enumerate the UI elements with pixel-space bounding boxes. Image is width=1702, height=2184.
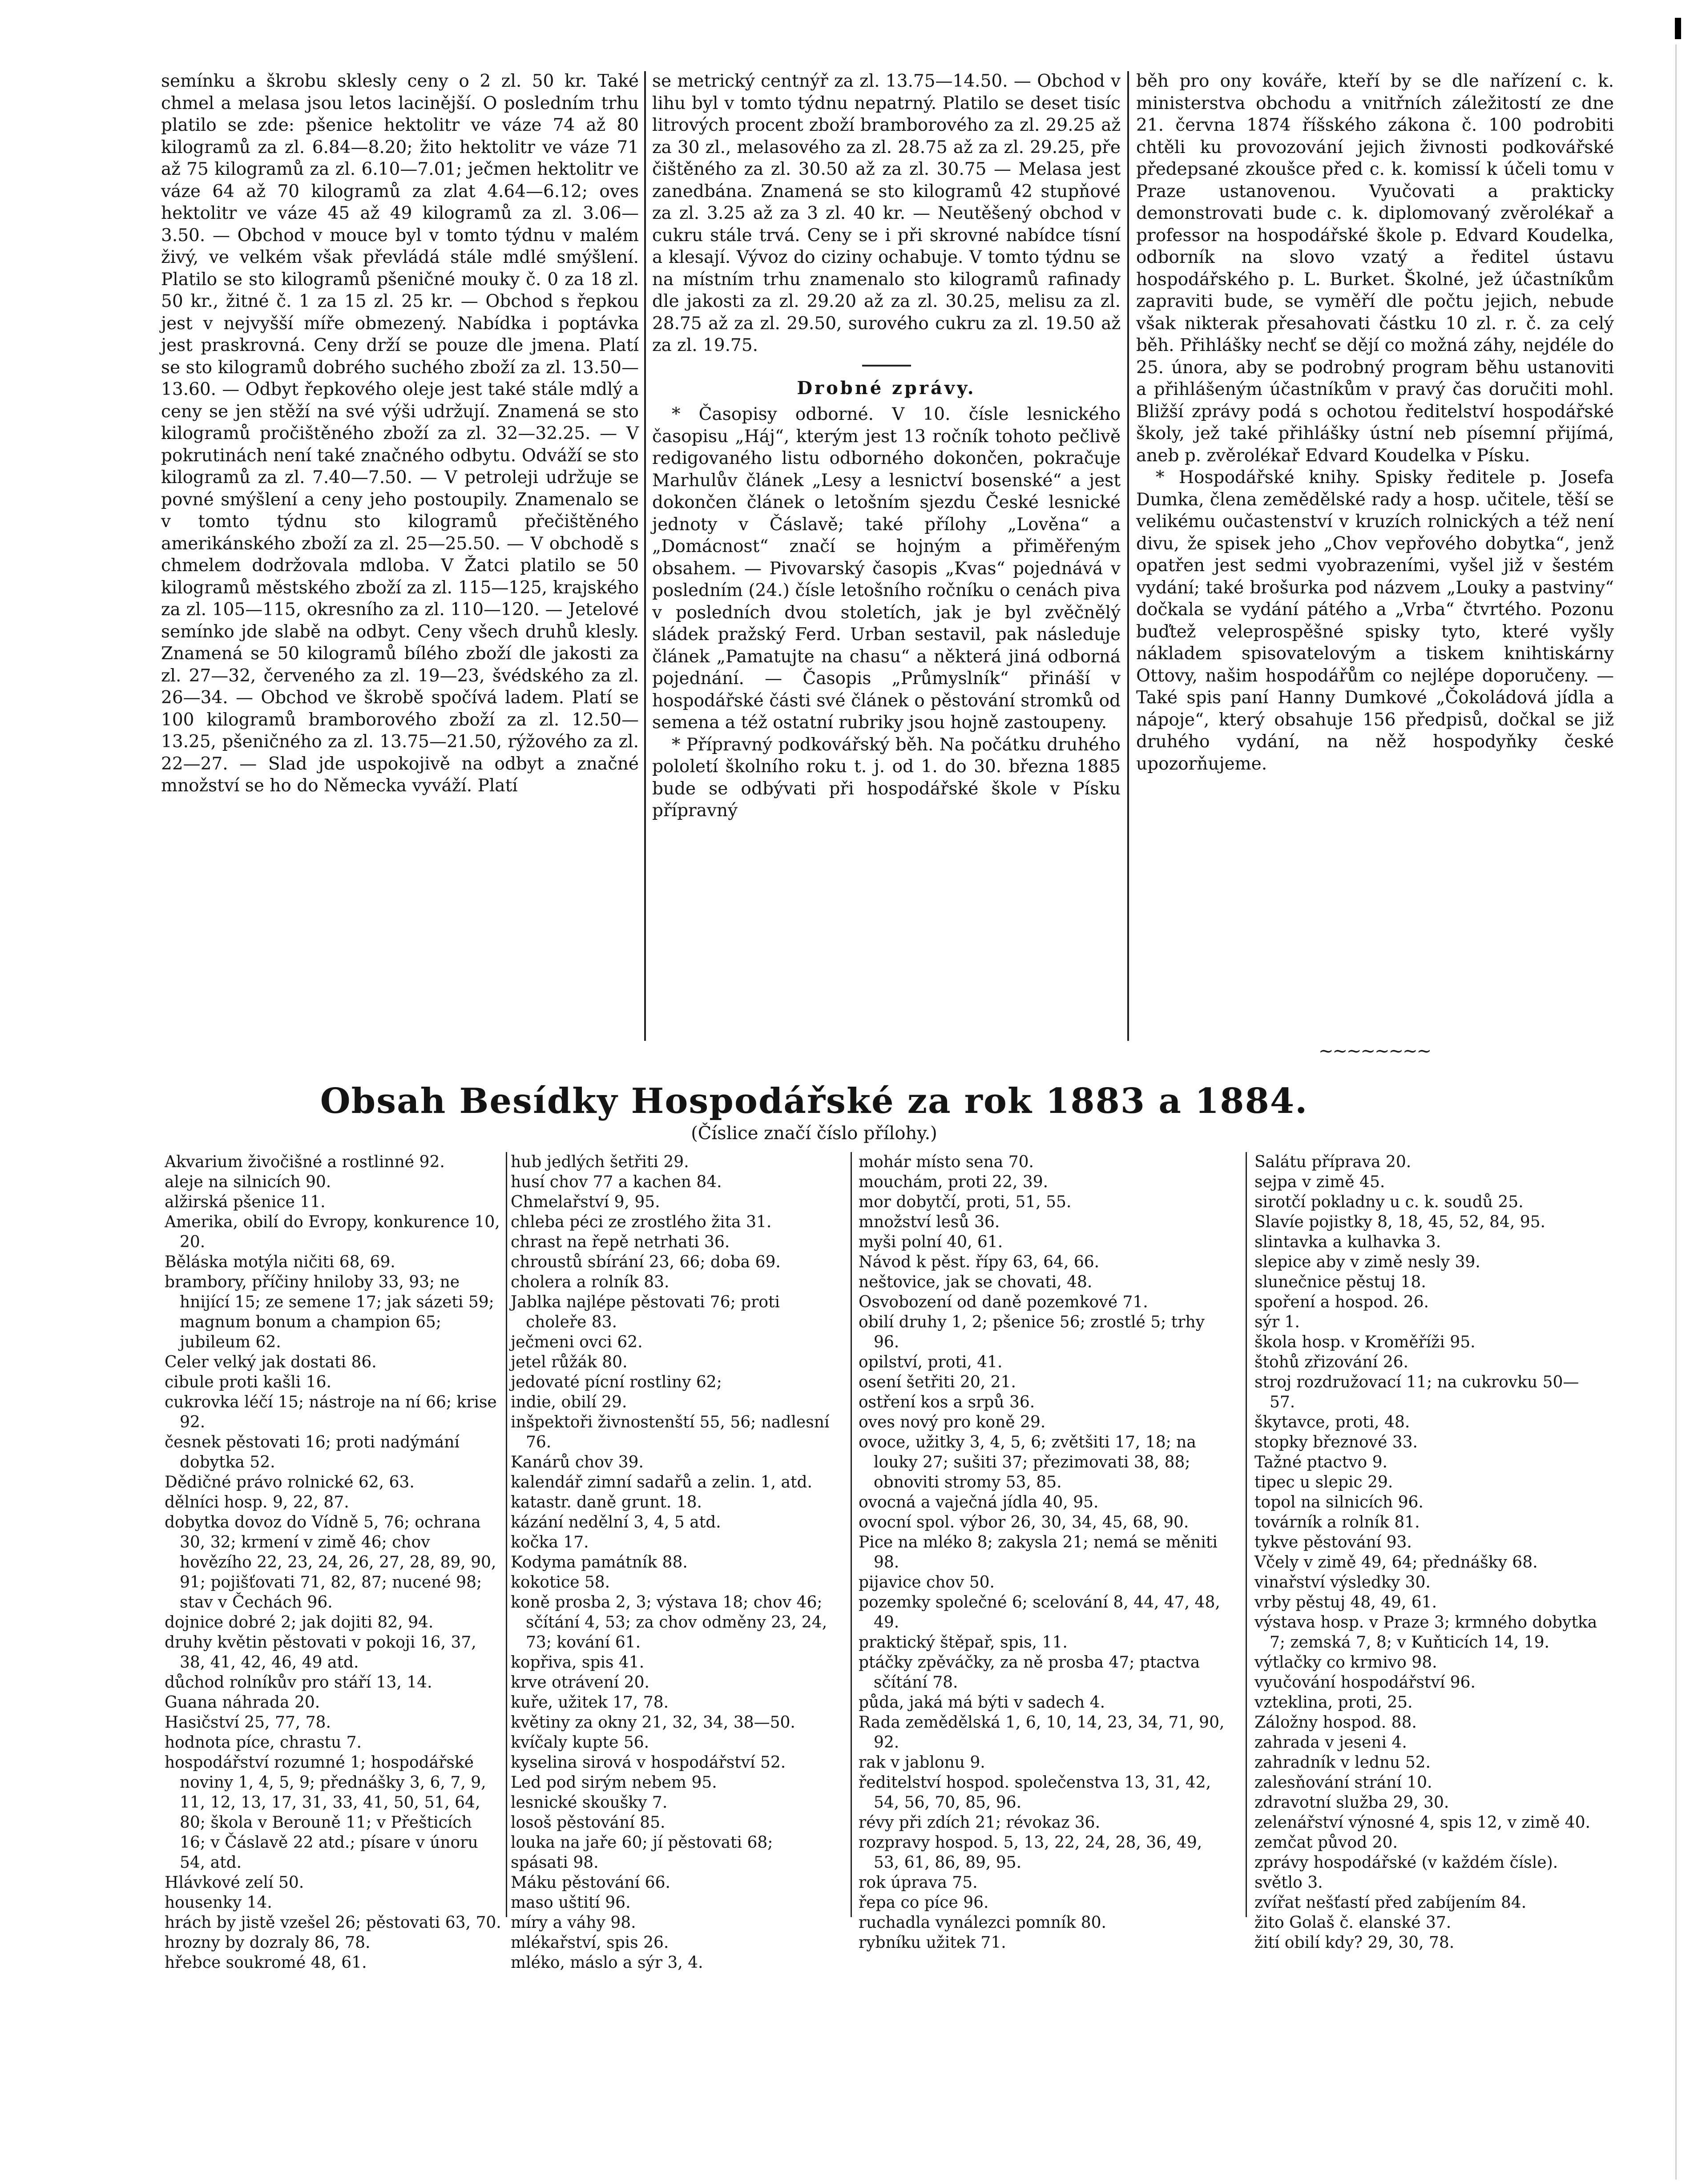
index-entry: jetel růžák 80.: [511, 1353, 628, 1371]
index-entry: žito Golaš č. elanské 37.: [1254, 1914, 1452, 1932]
index-entry: katastr. daně grunt. 18.: [511, 1493, 702, 1511]
index-column-4: [1254, 1152, 1601, 1953]
index-entry: slepice aby v zimě nesly 39.: [1254, 1253, 1480, 1271]
end-ornament: ~~~~~~~~: [1319, 1041, 1431, 1061]
index-entry: Chmelařství 9, 95.: [511, 1193, 660, 1211]
index-entry: ředitelství hospod. společenstva 13, 31, 42, 54, 56, 70, 85, 96.: [859, 1773, 1211, 1812]
index-entry: štohů zřizování 26.: [1254, 1353, 1408, 1371]
index-entry: Osvobození od daně pozemkové 71.: [859, 1293, 1148, 1311]
index-entry: tipec u slepic 29.: [1254, 1473, 1393, 1491]
index-entry: Rada zemědělská 1, 6, 10, 14, 23, 34, 71, 90, 92.: [859, 1713, 1225, 1752]
index-entry: ruchadla vynálezci pomník 80.: [859, 1914, 1106, 1932]
index-entry: míry a váhy 98.: [511, 1914, 636, 1932]
index-entry: opilství, proti, 41.: [859, 1353, 1003, 1371]
index-entry: cholera a rolník 83.: [511, 1273, 670, 1291]
index-entry: kázání nedělní 3, 4, 5 atd.: [511, 1513, 721, 1531]
index-entry: dobytka dovoz do Vídně 5, 76; ochrana 30, 32; krmení v zimě 46; chov hovězího 22, 23, 24, 26, 27, 28, 89, 90, 91; pojišťovati 71, 82, 87; nucené 98; stav v Čechách 96.: [165, 1513, 496, 1612]
index-entry: louka na jaře 60; jí pěstovati 68;: [511, 1833, 773, 1852]
index-entry: spoření a hospod. 26.: [1254, 1293, 1429, 1311]
index-entry: hrách by jistě vzešel 26; pěstovati 63, 70.: [165, 1914, 501, 1932]
column-divider: [644, 71, 646, 1041]
index-entry: lesnické skoušky 7.: [511, 1793, 668, 1812]
news-item-farrier-course-continued: běh pro ony kováře, kteří by se dle nařízení c. k. ministerstva obchodu a vnitřních záležitostí ze dne 21. června 1874 říšského zákona č. 100 podrobiti chtěli ku provozování jejich živnosti podkovářské předepsané zkoušce před c. k. komissí k účeli tomu v Praze ustanovenou. Vyučovati a prakticky demonstrovati bude c. k. diplomovaný zvěrolékař a professor na hospodářské škole p. Edvard Koudelka, odborník na slovo vzatý a ředitel ústavu hospodářského p. L. Burket. Školné, jež účastníkům zapraviti bude, se vyměří dle počtu jejich, nebude však nikterak přesahovati částku 10 zl. r. č. za celý běh. Přihlášky nechť se dějí co možná záhy, nejdéle do 25. února, aby se podrobný program běhu ustanoviti a přihlášeným účastníkům v pravý čas doručiti mohl. Bližší zprávy podá s ochotou ředitelství hospodářské školy, jež také přihlášky ústní neb písemní přijímá, aneb p. zvěrolékař Edvard Koudelka v Písku.: [1136, 71, 1614, 466]
index-entry: zemčat původ 20.: [1254, 1833, 1398, 1852]
index-entry: koně prosba 2, 3; výstava 18; chov 46; sčítání 4, 53; za chov odměny 23, 24, 73; kování 61.: [511, 1593, 827, 1652]
index-entry: Salátu příprava 20.: [1254, 1153, 1412, 1171]
index-entry: Pice na mléko 8; zakysla 21; nemá se měniti 98.: [859, 1533, 1218, 1572]
index-entry: výtlačky co krmivo 98.: [1254, 1653, 1437, 1672]
index-entry: dělníci hosp. 9, 22, 87.: [165, 1493, 349, 1511]
index-entry: Jablka najlépe pěstovati 76; proti choleře 83.: [511, 1293, 780, 1331]
index-entry: hodnota píce, chrastu 7.: [165, 1733, 362, 1752]
index-column-3: [859, 1152, 1228, 1953]
scan-edge-line: [1675, 44, 1677, 2180]
index-entry: jedovaté pícní rostliny 62;: [511, 1373, 722, 1391]
index-entry: sejpa v zimě 45.: [1254, 1173, 1385, 1191]
index-entry: rybníku užitek 71.: [859, 1934, 1006, 1952]
index-entry: cukrovka léčí 15; nástroje na ní 66; krise 92.: [165, 1393, 497, 1431]
index-entry: oves nový pro koně 29.: [859, 1413, 1046, 1431]
index-title: Obsah Besídky Hospodářské za rok 1883 a 1884.: [320, 1081, 1308, 1121]
index-entry: tykve pěstování 93.: [1254, 1533, 1412, 1551]
index-entry: sýr 1.: [1254, 1313, 1300, 1331]
index-entry: rak v jablonu 9.: [859, 1753, 985, 1772]
index-entry: maso uštití 96.: [511, 1894, 631, 1912]
index-entry: mléko, máslo a sýr 3, 4.: [511, 1954, 703, 1972]
index-entry: chrast na řepě netrhati 36.: [511, 1233, 730, 1251]
index-entry: Kodyma památník 88.: [511, 1553, 688, 1572]
index-entry: továrník a rolník 81.: [1254, 1513, 1420, 1531]
index-entry: zprávy hospodářské (v každém čísle).: [1254, 1854, 1558, 1872]
index-entry: ptáčky zpěváčky, za ně prosba 47; ptactva sčítání 78.: [859, 1653, 1200, 1692]
index-entry: topol na silnicích 96.: [1254, 1493, 1424, 1511]
index-entry: spásati 98.: [511, 1854, 599, 1872]
index-entry: důchod rolníkův pro stáří 13, 14.: [165, 1673, 432, 1692]
index-entry: chleba péci ze zrostlého žita 31.: [511, 1213, 772, 1231]
index-entry: škytavce, proti, 48.: [1254, 1413, 1410, 1431]
index-entry: Kanárů chov 39.: [511, 1453, 644, 1471]
index-entry: ječmeni ovci 62.: [511, 1333, 643, 1351]
index-entry: zvířat nešťastí před zabíjením 84.: [1254, 1894, 1527, 1912]
index-entry: vzteklina, proti, 25.: [1254, 1693, 1413, 1712]
index-entry: Návod k pěst. řípy 63, 64, 66.: [859, 1253, 1100, 1271]
index-entry: Celer velký jak dostati 86.: [165, 1353, 377, 1371]
index-entry: kalendář zimní sadařů a zelin. 1, atd.: [511, 1473, 812, 1491]
index-entry: ovocní spol. výbor 26, 30, 34, 45, 68, 90.: [859, 1513, 1189, 1531]
index-entry: Máku pěstování 66.: [511, 1874, 670, 1892]
index-entry: česnek pěstovati 16; proti nadýmání dobytka 52.: [165, 1433, 460, 1471]
index-entry: révy při zdích 21; révokaz 36.: [859, 1813, 1101, 1832]
index-entry: myši polní 40, 61.: [859, 1233, 1003, 1251]
index-entry: krve otrávení 20.: [511, 1673, 649, 1692]
index-entry: mohár místo sena 70.: [859, 1153, 1034, 1171]
index-subtitle: (Číslice značí číslo přílohy.): [691, 1123, 937, 1144]
index-column-divider: [1246, 1152, 1247, 1917]
index-entry: zalesňování strání 10.: [1254, 1773, 1432, 1792]
index-entry: Běláska motýla ničiti 68, 69.: [165, 1253, 395, 1271]
index-entry: výstava hosp. v Praze 3; krmného dobytka 7; zemská 7, 8; v Kuňticích 14, 19.: [1254, 1613, 1597, 1652]
index-entry: kočka 17.: [511, 1533, 589, 1551]
index-entry: mor dobytčí, proti, 51, 55.: [859, 1193, 1072, 1211]
column-news-continued: [1136, 70, 1614, 775]
index-entry: stroj rozdružovací 11; na cukrovku 50—57.: [1254, 1373, 1579, 1411]
index-entry: slunečnice pěstuj 18.: [1254, 1273, 1426, 1291]
index-entry: Záložny hospod. 88.: [1254, 1713, 1417, 1732]
index-entry: ostření kos a srpů 36.: [859, 1393, 1035, 1411]
news-item-agricultural-books: * Hospodářské knihy. Spisky ředitele p. Josefa Dumka, člena zemědělské rady a hosp. učitele, těší se velikému oučastenství v kruzích rolnických a též není divu, že spisek jeho „Chov vepřového dobytka“, jenž opatřen jest sedmi vyobrazeními, vyšel již v šestém vydání; také brošurka pod názvem „Louky a pastviny“ dočkala se vydání pátého a „Vrba“ čtvrtého. Pozonu buďtež veleprospěšné spisky tyto, které vyšly nákladem spisovatelovým a tiskem knihtiskárny Ottovy, našim hospodářům co nejlépe doporučeny. — Také spis paní Hanny Dumkové „Čokoládová jídla a nápoje“, který obsahuje 156 předpisů, dočkal se již druhého vydání, na něž hospodyňky české upozorňujeme.: [1136, 467, 1614, 774]
index-entry: ovocná a vaječná jídla 40, 95.: [859, 1493, 1099, 1511]
index-entry: kopřiva, spis 41.: [511, 1653, 645, 1672]
index-entry: druhy květin pěstovati v pokoji 16, 37, 38, 41, 42, 46, 49 atd.: [165, 1633, 476, 1672]
index-entry: vrby pěstuj 48, 49, 61.: [1254, 1593, 1437, 1612]
index-entry: housenky 14.: [165, 1894, 272, 1912]
index-entry: Akvarium živočišné a rostlinné 92.: [165, 1153, 445, 1171]
index-entry: alžirská pšenice 11.: [165, 1193, 326, 1211]
index-entry: Hasičství 25, 77, 78.: [165, 1713, 331, 1732]
index-entry: pijavice chov 50.: [859, 1573, 995, 1592]
column-divider: [1127, 71, 1129, 1041]
index-entry: dojnice dobré 2; jak dojiti 82, 94.: [165, 1613, 434, 1632]
index-entry: hřebce soukromé 48, 61.: [165, 1954, 367, 1972]
index-entry: neštovice, jak se chovati, 48.: [859, 1273, 1093, 1291]
index-entry: kvíčaly kupte 56.: [511, 1733, 649, 1752]
index-entry: zelenářství výnosné 4, spis 12, v zimě 40.: [1254, 1813, 1590, 1832]
index-entry: množství lesů 36.: [859, 1213, 1000, 1231]
market-report-text: semínku a škrobu sklesly ceny o 2 zl. 50 kr. Také chmel a melasa jsou letos lacinější. O posledním trhu platilo se zde: pšenice hektolitr ve váze 74 až 80 kilogramů za zl. 6.84—8.20; žito hektolitr ve váze 71 až 75 kilogramů za zl. 6.10—7.01; ječmen hektolitr ve váze 64 až 70 kilogramů za zlat 4.64—6.12; oves hektolitr ve váze 45 až 49 kilogramů za zl. 3.06—3.50. — Obchod v mouce byl v tomto týdnu v malém živý, ve velkém však převládá stále mdlé smýšlení. Platilo se sto kilogramů pšeničné mouky č. 0 za 18 zl. 50 kr., žitné č. 1 za 15 zl. 25 kr. — Obchod s řepkou jest v nejvyšší míře obmezený. Nabídka i poptávka jest praskrovná. Ceny drží se pouze dle jmena. Platí se sto kilogramů dobrého suchého zboží za zl. 13.50—13.60. — Odbyt řepkového oleje jest také stále mdlý a ceny se jen stěží na své výši udržují. Znamená se sto kilogramů pročištěného zboží za zl. 32—32.25. — V pokrutinách není také značného odbytu. Odváží se sto kilogramů za zl. 7.40—7.50. — V petroleji udržuje se povné smýšlení a ceny jeho postoupily. Znamenalo se v tomto týdnu sto kilogramů přečištěného amerikánského zboží za zl. 25—25.50. — V obchodě s chmelem dodržovala mdloba. V Žatci platilo se 50 kilogramů městského zboží za zl. 115—125, krajského za zl. 105—115, okresního za zl. 110—120. — Jetelové semínko jde slabě na odbyt. Ceny všech druhů klesly. Znamená se 50 kilogramů bílého zboží dle jakosti za zl. 27—32, červeného za zl. 19—23, švédského za zl. 26—34. — Obchod ve škrobě spočívá ladem. Platí se 100 kilogramů bramborového zboží za zl. 12.50—13.25, pšeničného za zl. 13.75—21.50, rýžového za zl. 22—27. — Slad jde uspokojivě na odbyt a značné množství se ho do Německa vyváží. Platí: [161, 71, 639, 796]
index-entry: rozpravy hospod. 5, 13, 22, 24, 28, 36, 49, 53, 61, 86, 89, 95.: [859, 1833, 1202, 1872]
index-entry: aleje na silnicích 90.: [165, 1173, 331, 1191]
market-report-continued: se metrický centnýř za zl. 13.75—14.50. — Obchod v lihu byl v tomto týdnu nepatrný. Platilo se deset tisíc litrových procent zboží bramborového za zl. 29.25 až za 30 zl., melasového za zl. 28.75 až za zl. 29.25, pře čištěného za zl. 30.50 až za zl. 30.75 — Melasa jest zanedbána. Znamená se sto kilogramů 42 stupňové za zl. 3.25 až za 3 zl. 40 kr. — Neutěšený obchod v cukru stále trvá. Ceny se i při skrovné nabídce tísní a klesají. Vývoz do ciziny ochabuje. V tomto týdnu se na místním trhu znamenalo sto kilogramů rafinady dle jakosti za zl. 29.20 až za zl. 30.25, melisu za zl. 28.75 až za zl. 29.50, surového cukru za zl. 19.50 až za zl. 19.75.: [652, 71, 1121, 355]
index-entry: Guana náhrada 20.: [165, 1693, 320, 1712]
index-entry: Včely v zimě 49, 64; přednášky 68.: [1254, 1553, 1538, 1572]
index-entry: obilí druhy 1, 2; pšenice 56; zrostlé 5; trhy 96.: [859, 1313, 1205, 1351]
index-entry: mlékařství, spis 26.: [511, 1934, 669, 1952]
index-entry: zahrada v jeseni 4.: [1254, 1733, 1407, 1752]
news-item-periodicals: * Časopisy odborné. V 10. čísle lesnického časopisu „Háj“, kterým jest 13 ročník tohoto pečlivě redigovaného listu odborného dokončen, pokračuje Marhulův článek „Lesy a lesnictví bosenské“ a jest dokončen článek o letošním sjezdu České lesnické jednoty v Čáslavě; také přílohy „Lověna“ a „Domácnost“ značí se hojným a přiměřeným obsahem. — Pivovarský časopis „Kvas“ pojednává v posledním (24.) čísle letošního ročníku o cenách piva v posledních dvou stoletích, jak je byl zvěčnělý sládek pražský Ferd. Urban sestavil, pak následuje článek „Pamatujte na chasu“ a některá jiná odborná pojednání. — Časopis „Průmyslník“ přináší v hospodářské části své článek o pěstování stromků od semena a též ostatní rubriky jsou hojně zastoupeny.: [652, 404, 1121, 733]
index-entry: hub jedlých šetřiti 29.: [511, 1153, 689, 1171]
index-entry: květiny za okny 21, 32, 34, 38—50.: [511, 1713, 795, 1732]
index-column-divider: [851, 1152, 852, 1917]
index-entry: zdravotní služba 29, 30.: [1254, 1793, 1449, 1812]
index-entry: vinařství výsledky 30.: [1254, 1573, 1431, 1592]
index-entry: kyselina sirová v hospodářství 52.: [511, 1753, 786, 1772]
column-market-report: [161, 70, 639, 797]
index-entry: hospodářství rozumné 1; hospodářské noviny 1, 4, 5, 9; přednášky 3, 6, 7, 9, 11, 12, 13, 17, 31, 33, 41, 50, 51, 64, 80; škola v Berouně 11; v Přešticích 16; v Čáslavě 22 atd.; písare v únoru 54, atd.: [165, 1753, 486, 1872]
index-entry: Amerika, obilí do Evropy, konkurence 10, 20.: [165, 1213, 500, 1251]
index-entry: Tažné ptactvo 9.: [1254, 1453, 1387, 1471]
index-entry: chroustů sbírání 23, 66; doba 69.: [511, 1253, 781, 1271]
index-entry: brambory, příčiny hniloby 33, 93; ne hnijící 15; ze semene 17; jak sázeti 59; magnum bonum a champion 65; jubileum 62.: [165, 1273, 494, 1351]
index-entry: světlo 3.: [1254, 1874, 1323, 1892]
index-entry: půda, jaká má býti v sadech 4.: [859, 1693, 1105, 1712]
index-entry: Slavíe pojistky 8, 18, 45, 52, 84, 95.: [1254, 1213, 1545, 1231]
index-entry: stopky březnové 33.: [1254, 1433, 1418, 1451]
index-column-divider: [506, 1152, 507, 1917]
index-entry: škola hosp. v Kroměříži 95.: [1254, 1333, 1476, 1351]
index-entry: vyučování hospodářství 96.: [1254, 1673, 1476, 1692]
index-entry: hrozny by dozraly 86, 78.: [165, 1934, 371, 1952]
section-heading-drobne-zpravy: Drobné zprávy.: [797, 377, 976, 399]
index-entry: Dědičné právo rolnické 62, 63.: [165, 1473, 415, 1491]
index-entry: Led pod sirým nebem 95.: [511, 1773, 717, 1792]
news-item-farrier-course: * Přípravný podkovářský běh. Na počátku druhého pololetí školního roku t. j. od 1. do 30. března 1885 bude se odbývati při hospodářské škole v Písku přípravný: [652, 734, 1121, 821]
index-entry: sirotčí pokladny u c. k. soudů 25.: [1254, 1193, 1524, 1211]
index-entry: slintavka a kulhavka 3.: [1254, 1233, 1441, 1251]
section-separator: [862, 365, 911, 367]
index-entry: žití obilí kdy? 29, 30, 78.: [1254, 1934, 1455, 1952]
index-entry: inšpektoři živnostenští 55, 56; nadlesní 76.: [511, 1413, 830, 1451]
index-entry: Hlávkové zelí 50.: [165, 1874, 304, 1892]
index-entry: kuře, užitek 17, 78.: [511, 1693, 669, 1712]
index-entry: indie, obilí 29.: [511, 1393, 627, 1411]
index-entry: řepa co píce 96.: [859, 1894, 989, 1912]
scan-edge-mark: [1675, 18, 1681, 39]
index-entry: praktický štěpař, spis, 11.: [859, 1633, 1068, 1652]
index-column-1: [165, 1152, 503, 1973]
index-column-2: [511, 1152, 840, 1973]
index-entry: cibule proti kašli 16.: [165, 1373, 331, 1391]
index-entry: mouchám, proti 22, 39.: [859, 1173, 1049, 1191]
index-entry: ovoce, užitky 3, 4, 5, 6; zvětšiti 17, 18; na louky 27; sušiti 37; přezimovati 38, 88; obnoviti stromy 53, 85.: [859, 1433, 1196, 1491]
index-entry: losoš pěstování 85.: [511, 1813, 665, 1832]
index-entry: husí chov 77 a kachen 84.: [511, 1173, 722, 1191]
index-entry: kokotice 58.: [511, 1573, 610, 1592]
index-entry: zahradník v lednu 52.: [1254, 1753, 1431, 1772]
column-market-and-news: [652, 70, 1121, 822]
index-entry: pozemky společné 6; scelování 8, 44, 47, 48, 49.: [859, 1593, 1220, 1632]
index-entry: osení šetřiti 20, 21.: [859, 1373, 1016, 1391]
index-entry: rok úprava 75.: [859, 1874, 978, 1892]
